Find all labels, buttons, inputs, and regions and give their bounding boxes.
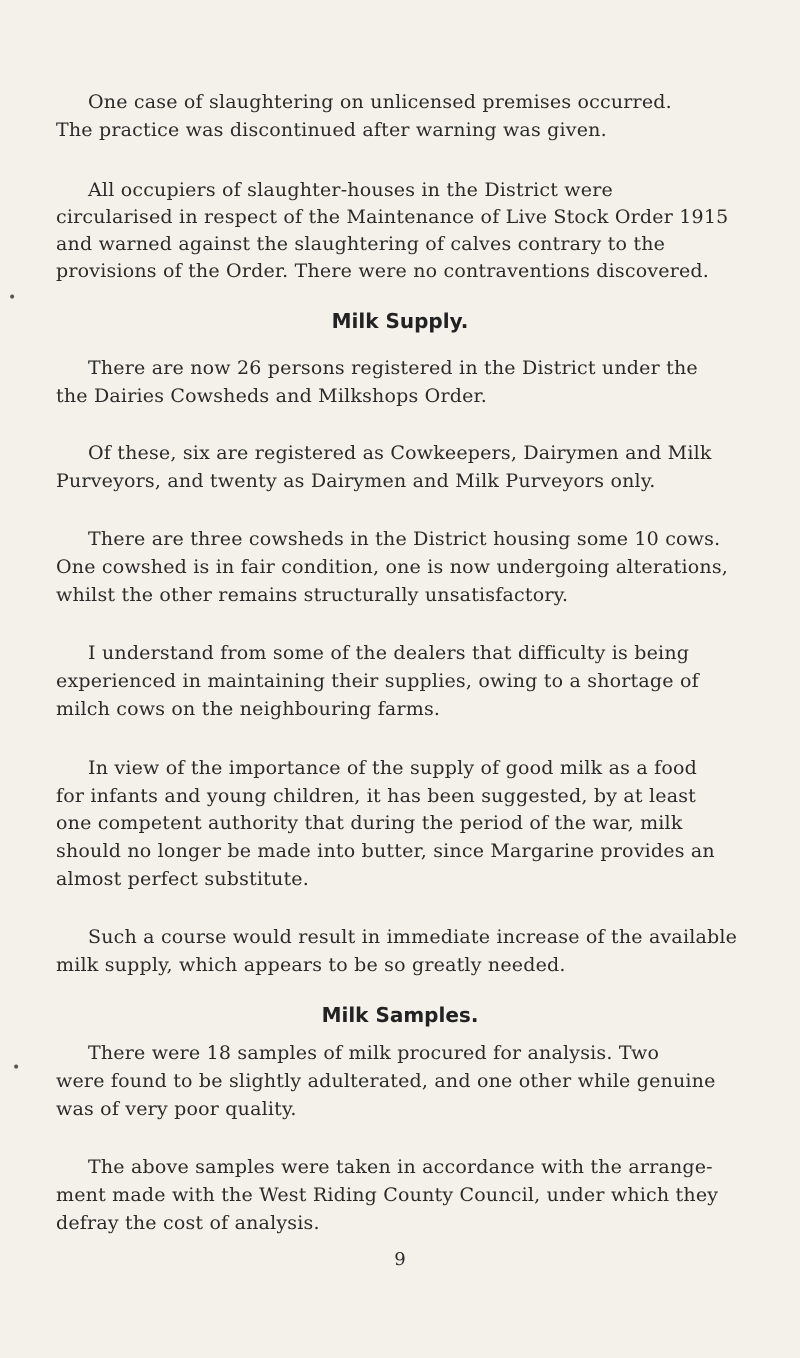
- text-line: provisions of the Order. There were no contraventions discovered.: [56, 260, 710, 282]
- text-line: for infants and young children, it has been suggested, by at least: [56, 785, 697, 807]
- text-line: All occupiers of slaughter-houses in the District were: [88, 179, 613, 201]
- text-line: Purveyors, and twenty as Dairymen and Milk Purveyors only.: [56, 470, 656, 492]
- text-line: Of these, six are registered as Cowkeepers, Dairymen and Milk: [88, 442, 712, 464]
- text-line: and warned against the slaughtering of calves contrary to the: [56, 233, 666, 255]
- text-line: ment made with the West Riding County Council, under which they: [56, 1184, 719, 1206]
- section-heading-milk-samples: Milk Samples.: [321, 1003, 479, 1027]
- text-line: I understand from some of the dealers that difficulty is being: [88, 642, 690, 664]
- text-line: milk supply, which appears to be so greatly needed.: [56, 954, 566, 976]
- page-number: 9: [394, 1249, 406, 1270]
- text-line: almost perfect substitute.: [56, 868, 309, 890]
- section-heading-milk-supply: Milk Supply.: [331, 309, 469, 333]
- text-line: should no longer be made into butter, since Margarine provides an: [56, 840, 715, 862]
- text-line: one competent authority that during the period of the war, milk: [56, 812, 683, 834]
- margin-mark: •: [12, 1060, 21, 1076]
- margin-mark: •: [8, 290, 17, 306]
- text-line: whilst the other remains structurally unsatisfactory.: [56, 584, 569, 606]
- text-line: experienced in maintaining their supplies, owing to a shortage of: [56, 670, 699, 692]
- text-line: was of very poor quality.: [56, 1098, 297, 1120]
- text-line: The above samples were taken in accordance with the arrange-: [88, 1156, 713, 1178]
- text-line: There are three cowsheds in the District housing some 10 cows.: [88, 528, 721, 550]
- text-line: the Dairies Cowsheds and Milkshops Order.: [56, 385, 487, 407]
- text-line: defray the cost of analysis.: [56, 1212, 320, 1234]
- text-line: There are now 26 persons registered in the District under the: [88, 357, 698, 379]
- text-line: The practice was discontinued after warning was given.: [56, 119, 607, 141]
- text-line: were found to be slightly adulterated, and one other while genuine: [56, 1070, 716, 1092]
- text-line: One case of slaughtering on unlicensed premises occurred.: [88, 91, 672, 113]
- text-line: One cowshed is in fair condition, one is now undergoing alterations,: [56, 556, 729, 578]
- text-line: circularised in respect of the Maintenance of Live Stock Order 1915: [56, 206, 729, 228]
- text-line: milch cows on the neighbouring farms.: [56, 698, 441, 720]
- text-line: In view of the importance of the supply of good milk as a food: [88, 757, 697, 779]
- text-line: There were 18 samples of milk procured for analysis. Two: [88, 1042, 660, 1064]
- text-line: Such a course would result in immediate increase of the available: [88, 926, 738, 948]
